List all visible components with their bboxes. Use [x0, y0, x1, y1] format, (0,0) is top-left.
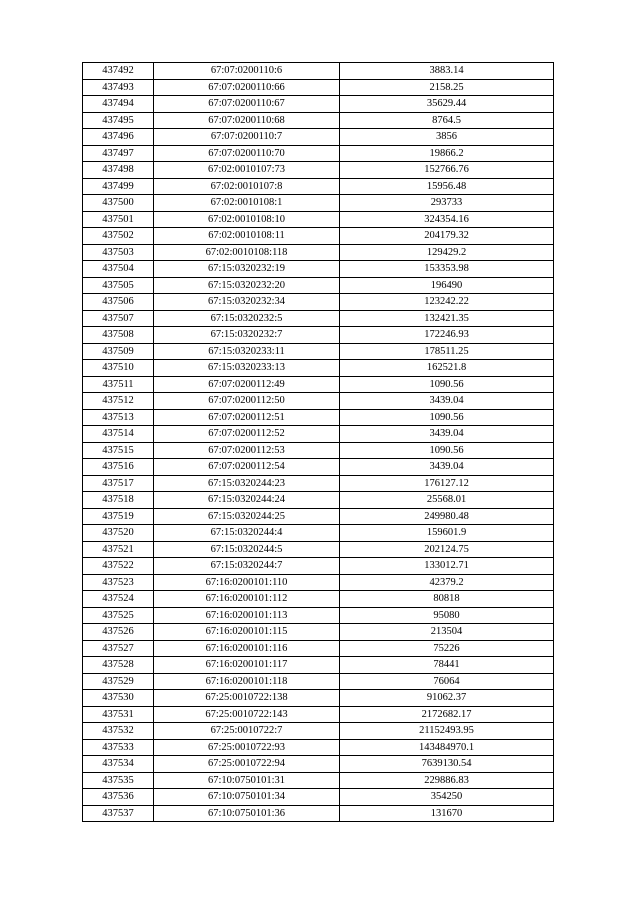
value-cell: 123242.22	[340, 294, 554, 311]
cadastral-number-cell: 67:07:0200112:51	[154, 409, 340, 426]
table-row	[83, 129, 554, 146]
row-number-cell: 437519	[83, 508, 154, 525]
value-cell: 196490	[340, 277, 554, 294]
value-cell: 35629.44	[340, 96, 554, 113]
row-number-cell: 437532	[83, 723, 154, 740]
cadastral-number-cell: 67:02:0010107:8	[154, 178, 340, 195]
value-cell: 75226	[340, 640, 554, 657]
cadastral-number-cell: 67:02:0010108:11	[154, 228, 340, 245]
cadastral-number-cell: 67:15:0320232:34	[154, 294, 340, 311]
table-row	[83, 739, 554, 756]
row-number-cell: 437509	[83, 343, 154, 360]
row-number-cell: 437521	[83, 541, 154, 558]
table-row	[83, 294, 554, 311]
row-number-cell: 437512	[83, 393, 154, 410]
value-cell: 213504	[340, 624, 554, 641]
value-cell: 1090.56	[340, 442, 554, 459]
value-cell: 133012.71	[340, 558, 554, 575]
row-number-cell: 437536	[83, 789, 154, 806]
table-row	[83, 657, 554, 674]
cadastral-number-cell: 67:15:0320232:20	[154, 277, 340, 294]
table-row	[83, 96, 554, 113]
value-cell: 2158.25	[340, 79, 554, 96]
value-cell: 8764.5	[340, 112, 554, 129]
table-row	[83, 376, 554, 393]
cadastral-value-table	[82, 62, 554, 822]
table-row	[83, 772, 554, 789]
value-cell: 19866.2	[340, 145, 554, 162]
table-row	[83, 756, 554, 773]
row-number-cell: 437524	[83, 591, 154, 608]
cadastral-number-cell: 67:15:0320233:11	[154, 343, 340, 360]
value-cell: 159601.9	[340, 525, 554, 542]
cadastral-number-cell: 67:07:0200112:52	[154, 426, 340, 443]
table-row	[83, 789, 554, 806]
value-cell: 3439.04	[340, 459, 554, 476]
value-cell: 78441	[340, 657, 554, 674]
cadastral-number-cell: 67:02:0010108:118	[154, 244, 340, 261]
row-number-cell: 437493	[83, 79, 154, 96]
table-row	[83, 261, 554, 278]
cadastral-number-cell: 67:15:0320244:24	[154, 492, 340, 509]
row-number-cell: 437504	[83, 261, 154, 278]
cadastral-number-cell: 67:10:0750101:34	[154, 789, 340, 806]
row-number-cell: 437531	[83, 706, 154, 723]
value-cell: 21152493.95	[340, 723, 554, 740]
cadastral-number-cell: 67:25:0010722:143	[154, 706, 340, 723]
table-row	[83, 574, 554, 591]
value-cell: 3439.04	[340, 393, 554, 410]
cadastral-number-cell: 67:25:0010722:138	[154, 690, 340, 707]
row-number-cell: 437516	[83, 459, 154, 476]
table-row	[83, 343, 554, 360]
table-row	[83, 162, 554, 179]
table-row	[83, 591, 554, 608]
value-cell: 176127.12	[340, 475, 554, 492]
row-number-cell: 437507	[83, 310, 154, 327]
row-number-cell: 437529	[83, 673, 154, 690]
row-number-cell: 437535	[83, 772, 154, 789]
value-cell: 324354.16	[340, 211, 554, 228]
value-cell: 354250	[340, 789, 554, 806]
row-number-cell: 437508	[83, 327, 154, 344]
table-row	[83, 211, 554, 228]
table-row	[83, 63, 554, 80]
table-row	[83, 640, 554, 657]
row-number-cell: 437503	[83, 244, 154, 261]
cadastral-number-cell: 67:02:0010107:73	[154, 162, 340, 179]
table-row	[83, 360, 554, 377]
cadastral-number-cell: 67:15:0320232:7	[154, 327, 340, 344]
row-number-cell: 437525	[83, 607, 154, 624]
cadastral-number-cell: 67:25:0010722:94	[154, 756, 340, 773]
cadastral-number-cell: 67:15:0320244:7	[154, 558, 340, 575]
row-number-cell: 437534	[83, 756, 154, 773]
value-cell: 15956.48	[340, 178, 554, 195]
row-number-cell: 437527	[83, 640, 154, 657]
row-number-cell: 437505	[83, 277, 154, 294]
value-cell: 162521.8	[340, 360, 554, 377]
table-row	[83, 492, 554, 509]
table-row	[83, 475, 554, 492]
value-cell: 42379.2	[340, 574, 554, 591]
table-row	[83, 706, 554, 723]
table-row	[83, 228, 554, 245]
cadastral-number-cell: 67:16:0200101:117	[154, 657, 340, 674]
value-cell: 3883.14	[340, 63, 554, 80]
value-cell: 3856	[340, 129, 554, 146]
cadastral-number-cell: 67:16:0200101:112	[154, 591, 340, 608]
cadastral-number-cell: 67:15:0320244:4	[154, 525, 340, 542]
table-row	[83, 426, 554, 443]
row-number-cell: 437526	[83, 624, 154, 641]
value-cell: 204179.32	[340, 228, 554, 245]
cadastral-number-cell: 67:10:0750101:36	[154, 805, 340, 822]
value-cell: 143484970.1	[340, 739, 554, 756]
cadastral-number-cell: 67:07:0200110:7	[154, 129, 340, 146]
table-row	[83, 310, 554, 327]
row-number-cell: 437492	[83, 63, 154, 80]
table-row	[83, 442, 554, 459]
cadastral-number-cell: 67:07:0200112:53	[154, 442, 340, 459]
cadastral-number-cell: 67:16:0200101:113	[154, 607, 340, 624]
cadastral-number-cell: 67:10:0750101:31	[154, 772, 340, 789]
value-cell: 129429.2	[340, 244, 554, 261]
value-cell: 131670	[340, 805, 554, 822]
row-number-cell: 437510	[83, 360, 154, 377]
row-number-cell: 437533	[83, 739, 154, 756]
cadastral-number-cell: 67:02:0010108:10	[154, 211, 340, 228]
cadastral-number-cell: 67:07:0200112:50	[154, 393, 340, 410]
cadastral-number-cell: 67:07:0200112:54	[154, 459, 340, 476]
table-row	[83, 508, 554, 525]
row-number-cell: 437495	[83, 112, 154, 129]
table-row	[83, 145, 554, 162]
table-row	[83, 673, 554, 690]
cadastral-number-cell: 67:07:0200112:49	[154, 376, 340, 393]
table-row	[83, 195, 554, 212]
cadastral-number-cell: 67:16:0200101:110	[154, 574, 340, 591]
row-number-cell: 437515	[83, 442, 154, 459]
table-row	[83, 723, 554, 740]
value-cell: 2172682.17	[340, 706, 554, 723]
value-cell: 152766.76	[340, 162, 554, 179]
cadastral-number-cell: 67:15:0320232:19	[154, 261, 340, 278]
cadastral-number-cell: 67:07:0200110:66	[154, 79, 340, 96]
cadastral-number-cell: 67:16:0200101:118	[154, 673, 340, 690]
row-number-cell: 437498	[83, 162, 154, 179]
table-row	[83, 393, 554, 410]
row-number-cell: 437528	[83, 657, 154, 674]
value-cell: 1090.56	[340, 409, 554, 426]
table-body	[83, 63, 554, 822]
cadastral-number-cell: 67:15:0320233:13	[154, 360, 340, 377]
value-cell: 1090.56	[340, 376, 554, 393]
row-number-cell: 437497	[83, 145, 154, 162]
value-cell: 80818	[340, 591, 554, 608]
row-number-cell: 437537	[83, 805, 154, 822]
table-row	[83, 79, 554, 96]
value-cell: 91062.37	[340, 690, 554, 707]
row-number-cell: 437502	[83, 228, 154, 245]
value-cell: 229886.83	[340, 772, 554, 789]
row-number-cell: 437518	[83, 492, 154, 509]
table-row	[83, 112, 554, 129]
cadastral-number-cell: 67:16:0200101:116	[154, 640, 340, 657]
table-row	[83, 805, 554, 822]
table-row	[83, 624, 554, 641]
table-row	[83, 178, 554, 195]
row-number-cell: 437500	[83, 195, 154, 212]
cadastral-number-cell: 67:25:0010722:7	[154, 723, 340, 740]
table-row	[83, 541, 554, 558]
row-number-cell: 437511	[83, 376, 154, 393]
value-cell: 178511.25	[340, 343, 554, 360]
table-row	[83, 277, 554, 294]
row-number-cell: 437530	[83, 690, 154, 707]
cadastral-number-cell: 67:15:0320232:5	[154, 310, 340, 327]
value-cell: 7639130.54	[340, 756, 554, 773]
cadastral-number-cell: 67:07:0200110:6	[154, 63, 340, 80]
table-row	[83, 409, 554, 426]
table-row	[83, 690, 554, 707]
cadastral-number-cell: 67:15:0320244:5	[154, 541, 340, 558]
cadastral-number-cell: 67:15:0320244:23	[154, 475, 340, 492]
row-number-cell: 437513	[83, 409, 154, 426]
row-number-cell: 437506	[83, 294, 154, 311]
value-cell: 293733	[340, 195, 554, 212]
cadastral-number-cell: 67:07:0200110:70	[154, 145, 340, 162]
cadastral-number-cell: 67:07:0200110:68	[154, 112, 340, 129]
table-row	[83, 327, 554, 344]
table-row	[83, 607, 554, 624]
row-number-cell: 437494	[83, 96, 154, 113]
cadastral-number-cell: 67:25:0010722:93	[154, 739, 340, 756]
table-row	[83, 459, 554, 476]
table-row	[83, 525, 554, 542]
value-cell: 76064	[340, 673, 554, 690]
row-number-cell: 437499	[83, 178, 154, 195]
value-cell: 132421.35	[340, 310, 554, 327]
cadastral-number-cell: 67:16:0200101:115	[154, 624, 340, 641]
value-cell: 172246.93	[340, 327, 554, 344]
row-number-cell: 437522	[83, 558, 154, 575]
row-number-cell: 437514	[83, 426, 154, 443]
value-cell: 153353.98	[340, 261, 554, 278]
cadastral-number-cell: 67:15:0320244:25	[154, 508, 340, 525]
cadastral-number-cell: 67:07:0200110:67	[154, 96, 340, 113]
table-row	[83, 244, 554, 261]
row-number-cell: 437501	[83, 211, 154, 228]
row-number-cell: 437517	[83, 475, 154, 492]
value-cell: 249980.48	[340, 508, 554, 525]
row-number-cell: 437520	[83, 525, 154, 542]
table-row	[83, 558, 554, 575]
value-cell: 3439.04	[340, 426, 554, 443]
value-cell: 202124.75	[340, 541, 554, 558]
row-number-cell: 437523	[83, 574, 154, 591]
row-number-cell: 437496	[83, 129, 154, 146]
value-cell: 95080	[340, 607, 554, 624]
cadastral-number-cell: 67:02:0010108:1	[154, 195, 340, 212]
value-cell: 25568.01	[340, 492, 554, 509]
